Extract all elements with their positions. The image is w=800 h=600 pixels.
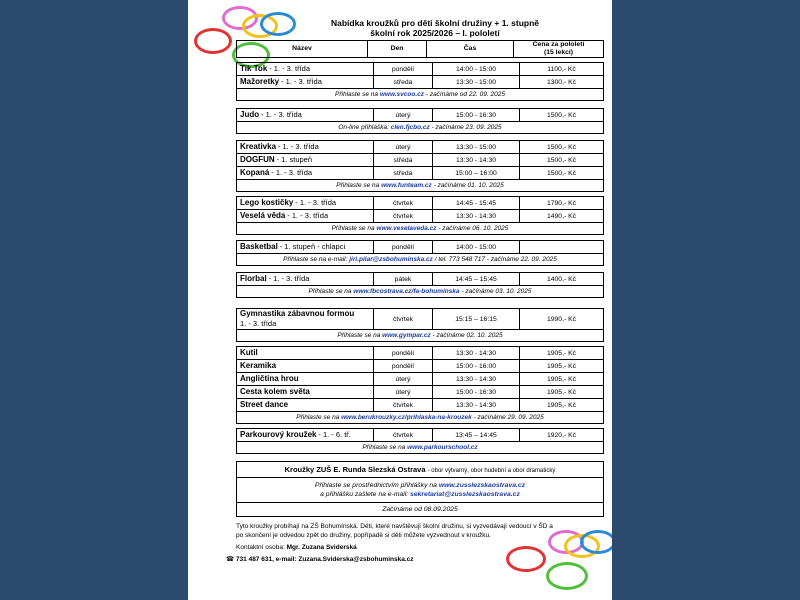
table-row — [237, 347, 603, 360]
activity-name: Basketbal - 1. stupeň - chlapci — [237, 241, 374, 254]
activity-name: Angličtina hrou — [237, 373, 374, 386]
table-row — [237, 154, 603, 167]
footer — [226, 523, 604, 564]
table-row — [237, 386, 603, 399]
zus-title: Kroužky ZUŠ E. Runda Slezská Ostrava — [284, 465, 426, 474]
activity-day: čtvrtek — [374, 197, 433, 210]
zus-line2: a přihlášku zašlete na e-mail: — [320, 491, 409, 498]
activity-name: Mažoretky - 1. - 3. třída — [237, 76, 374, 89]
signup-info: Přihlaste se na e-mail: jiri.pilar@zsbohuminska.cz / tel. 773 548 717 - začínáme 22. 09. 2025 — [283, 256, 557, 263]
table-row — [237, 109, 603, 122]
activity-price: 1100,- Kč — [520, 63, 604, 76]
signup-link[interactable]: www.berukrouzky.cz/prihlaska-na-krouzek — [341, 414, 472, 421]
activity-price: 1920,- Kč — [520, 429, 604, 442]
signup-link[interactable]: jiri.pilar@zsbohuminska.cz — [349, 256, 433, 263]
zus-subtitle: - obor výtvarný, obor hudební a obor dramatický — [427, 468, 556, 474]
signup-info: On-line přihláška: clen.fjcbo.cz - začínáme 23. 09. 2025 — [338, 124, 502, 131]
activity-block — [236, 108, 604, 134]
signup-link[interactable]: clen.fjcbo.cz — [390, 124, 430, 131]
activity-name: DOGFUN - 1. stupeň — [237, 154, 374, 167]
page-title: Nabídka kroužků pro děti školní družiny + 1. stupně školní rok 2025/2026 – I. pololetí — [330, 18, 540, 38]
activity-name: Kreativka - 1. - 3. třída — [237, 141, 374, 154]
table-row — [237, 273, 603, 286]
activity-time: 14:45 - 15:45 — [433, 197, 520, 210]
activity-price: 1300,- Kč — [520, 76, 604, 89]
activity-price — [520, 241, 604, 254]
signup-info: Přihlaste se na www.fbcostrava.cz/fa-bohuminska - začínáme 03. 10. 2025 — [308, 288, 532, 295]
activity-day: čtvrtek — [374, 399, 433, 412]
table-row — [237, 309, 603, 330]
signup-info: Přihlaste se na www.gympar.cz - začínáme 02. 10. 2025 — [337, 332, 503, 339]
activity-day: středa — [374, 76, 433, 89]
activity-price: 1905,- Kč — [520, 347, 604, 360]
signup-link[interactable]: www.parkourschool.cz — [407, 444, 478, 451]
activity-time: 13:30 - 14:30 — [433, 154, 520, 167]
activity-price: 1500,- Kč — [520, 109, 604, 122]
activity-name: Street dance — [237, 399, 374, 412]
signup-info: Přihlaste se na www.funteam.cz - začínáme 01. 10. 2025 — [336, 182, 504, 189]
table-row — [237, 399, 603, 412]
activity-day: pondělí — [374, 360, 433, 373]
activity-price: 1500,- Kč — [520, 154, 604, 167]
activity-name: Florbal - 1. - 3. třída — [237, 273, 374, 286]
activity-name: Veselá věda - 1. - 3. třída — [237, 210, 374, 223]
activity-name: Keramika — [237, 360, 374, 373]
activity-block — [236, 346, 604, 424]
activity-name: Judo - 1. - 3. třída — [237, 109, 374, 122]
activity-day: pátek — [374, 273, 433, 286]
activity-price: 1490,- Kč — [520, 210, 604, 223]
activity-name: Cesta kolem světa — [237, 386, 374, 399]
activity-day: středa — [374, 167, 433, 180]
contact-name: Mgr. Zuzana Sviderská — [286, 544, 357, 551]
activity-name: Kopaná - 1. - 3. třída — [237, 167, 374, 180]
activity-day: úterý — [374, 141, 433, 154]
table-row — [237, 241, 603, 254]
activity-time: 13:45 – 14:45 — [433, 429, 520, 442]
zus-line1: Přihlaste se prostřednictvím přihlášky na — [314, 482, 437, 489]
signup-info: Přihlaste se na www.parkourschool.cz — [362, 444, 478, 451]
activity-time: 14:00 - 15:00 — [433, 63, 520, 76]
activity-name: Kutil — [237, 347, 374, 360]
signup-info: Přihlaste se na www.svcoo.cz - začínáme od 22. 09. 2025 — [335, 91, 505, 98]
zus-start: Začínáme od 08.09.2025 — [382, 506, 458, 513]
activity-block — [236, 240, 604, 266]
activity-price: 1500,- Kč — [520, 141, 604, 154]
activity-block — [236, 272, 604, 298]
header-name: Název — [237, 41, 368, 58]
activity-time: 15:00 - 16:30 — [433, 109, 520, 122]
activity-time: 13:30 - 14:30 — [433, 210, 520, 223]
table-row — [237, 197, 603, 210]
table-row — [237, 167, 603, 180]
activity-price: 1990,- Kč — [520, 309, 604, 330]
activity-day: pondělí — [374, 347, 433, 360]
activity-time: 13:30 - 14:30 — [433, 347, 520, 360]
flyer-page — [188, 0, 612, 600]
activity-day: středa — [374, 154, 433, 167]
activity-name: Gymnastika zábavnou formou 1. - 3. třída — [237, 309, 374, 330]
activity-name: Lego kostičky - 1. - 3. třída — [237, 197, 374, 210]
table-row — [237, 76, 603, 89]
header-price: Cena za pololetí (15 lekcí) — [514, 41, 604, 58]
signup-info: Přihlaste se na www.berukrouzky.cz/prihlaska-na-krouzek - začínáme 29. 09. 2025 — [296, 414, 544, 421]
activity-name: Tik Tok - 1. - 3. třída — [237, 63, 374, 76]
activity-time: 14:00 - 15:00 — [433, 241, 520, 254]
table-row — [237, 210, 603, 223]
activity-price: 1905,- Kč — [520, 399, 604, 412]
activity-price: 1905,- Kč — [520, 360, 604, 373]
header-day: Den — [368, 41, 427, 58]
activity-day: úterý — [374, 386, 433, 399]
table-header — [236, 40, 604, 58]
activity-day: pondělí — [374, 63, 433, 76]
table-row — [237, 360, 603, 373]
activity-name: Parkourový kroužek - 1. - 6. tř. — [237, 429, 374, 442]
zus-email-link[interactable]: sekretariat@zusslezskaostrava.cz — [410, 491, 520, 498]
activity-price: 1500,- Kč — [520, 167, 604, 180]
contact-phone-email: 731 487 631, e-mail: Zuzana.Sviderska@zsbohuminska.cz — [235, 555, 414, 563]
activity-price: 1905,- Kč — [520, 373, 604, 386]
activity-time: 15:00 – 16:00 — [433, 167, 520, 180]
activity-time: 13:30 - 14:30 — [433, 373, 520, 386]
activity-day: pondělí — [374, 241, 433, 254]
activity-price: 1905,- Kč — [520, 386, 604, 399]
contact-label: Kontaktní osoba: — [236, 544, 285, 551]
table-row — [237, 141, 603, 154]
activity-day: čtvrtek — [374, 210, 433, 223]
table-row — [237, 429, 603, 442]
signup-link[interactable]: www.funteam.cz — [381, 182, 432, 189]
signup-link[interactable]: www.gympar.cz — [382, 332, 431, 339]
header-time: Čas — [427, 41, 514, 58]
table-row — [237, 373, 603, 386]
zus-web-link[interactable]: www.zusslezskaostrava.cz — [438, 482, 526, 489]
activity-time: 13:30 - 15:00 — [433, 76, 520, 89]
activity-time: 15:15 – 16:15 — [433, 309, 520, 330]
activity-block — [236, 140, 604, 192]
activity-time: 13:30 - 15:00 — [433, 141, 520, 154]
activity-block — [236, 428, 604, 454]
activity-time: 13:30 - 14:30 — [433, 399, 520, 412]
table-row — [237, 63, 603, 76]
signup-link[interactable]: www.svcoo.cz — [379, 91, 425, 98]
activity-time: 15:00 - 16:00 — [433, 360, 520, 373]
activity-price: 1400,- Kč — [520, 273, 604, 286]
footer-note: Tyto kroužky probíhají na ZŠ Bohumínská. Děti, které navštěvují školní družinu, si vyzvedávají vedoucí v ŠD a po skončení je odvedou zpět do družiny, popřípadě si děti můžete vyzvednout v kroužku. — [236, 523, 553, 539]
activity-block — [236, 308, 604, 342]
phone-icon: ☎ — [226, 555, 235, 563]
activity-time: 14:45 – 15:45 — [433, 273, 520, 286]
activity-block — [236, 62, 604, 101]
activity-price: 1790,- Kč — [520, 197, 604, 210]
activity-day: čtvrtek — [374, 309, 433, 330]
signup-info: Přihlaste se na www.veselaveda.cz - začínáme 06. 10. 2025 — [331, 225, 509, 232]
signup-link[interactable]: www.veselaveda.cz — [376, 225, 437, 232]
activity-day: úterý — [374, 109, 433, 122]
activity-day: čtvrtek — [374, 429, 433, 442]
activity-time: 15:00 - 16:30 — [433, 386, 520, 399]
signup-link[interactable]: www.fbcostrava.cz/fa-bohuminska — [353, 288, 460, 295]
activity-block — [236, 196, 604, 235]
activity-day: úterý — [374, 373, 433, 386]
zus-block — [236, 461, 604, 517]
